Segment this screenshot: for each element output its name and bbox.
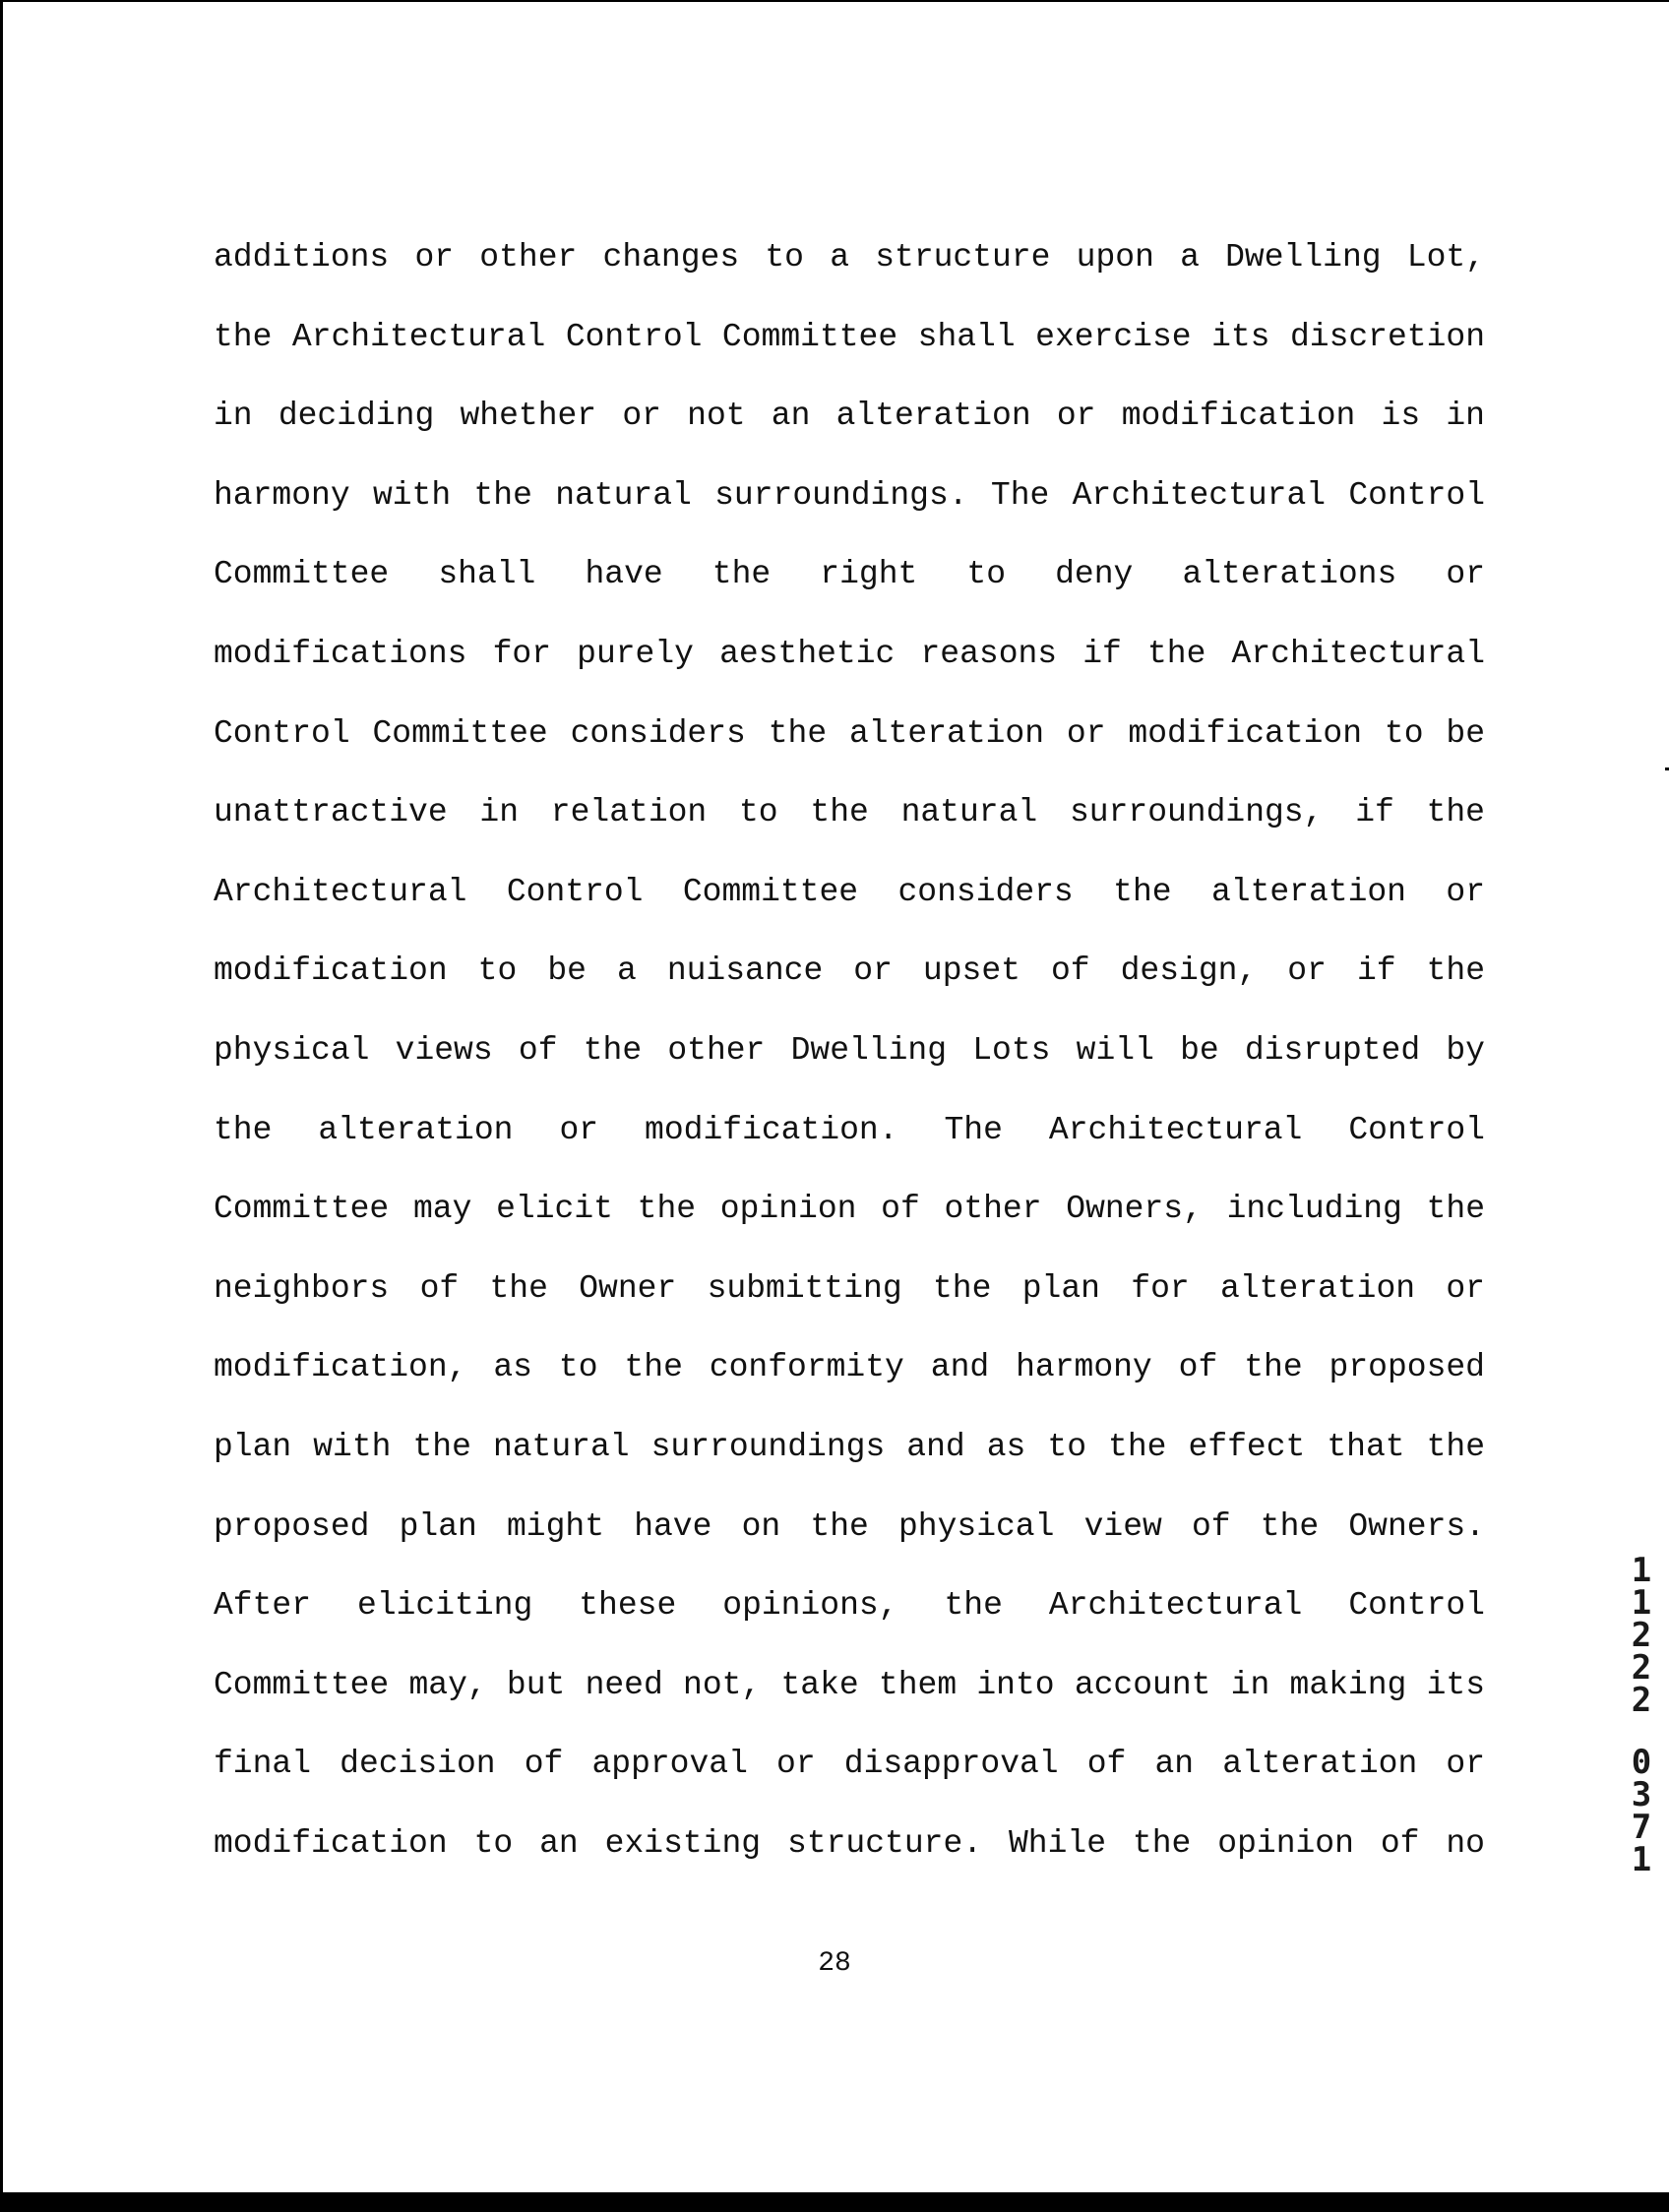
- text-line-14: neighbors of the Owner submitting the plan for alteration or: [214, 1269, 1485, 1307]
- text-line-13: Committee may elicit the opinion of other Owners, including the: [214, 1191, 1485, 1228]
- body-text: [214, 234, 1485, 1899]
- text-line-12: the alteration or modification. The Architectural Control: [214, 1111, 1485, 1148]
- scan-left-edge: [0, 0, 3, 2212]
- text-line-11: physical views of the other Dwelling Lots will be disrupted by: [214, 1031, 1485, 1069]
- text-line-8: unattractive in relation to the natural surroundings, if the: [214, 794, 1485, 831]
- page-number: 28: [818, 1948, 851, 1979]
- text-line-18: After eliciting these opinions, the Architectural Control: [214, 1587, 1485, 1625]
- text-line-1: additions or other changes to a structure upon a Dwelling Lot,: [214, 239, 1485, 276]
- text-line-6: modifications for purely aesthetic reasons if the Architectural: [214, 635, 1485, 672]
- text-line-10: modification to be a nuisance or upset of design, or if the: [214, 952, 1485, 990]
- text-line-21: modification to an existing structure. While the opinion of no: [214, 1824, 1485, 1862]
- text-line-7: Control Committee considers the alteration or modification to be: [214, 714, 1485, 752]
- scan-top-edge: [0, 0, 1669, 2]
- text-line-4: harmony with the natural surroundings. The Architectural Control: [214, 476, 1485, 514]
- stamp-digit: 1: [1631, 1551, 1652, 1590]
- stamp-digit: 7: [1631, 1808, 1652, 1847]
- stamp-digit: 1: [1631, 1583, 1652, 1623]
- text-line-2: the Architectural Control Committee shall exercise its discretion: [214, 318, 1485, 355]
- stamp-digit: 2: [1631, 1648, 1652, 1688]
- text-line-16: plan with the natural surroundings and as to the effect that the: [214, 1428, 1485, 1465]
- text-line-20: final decision of approval or disapproval of an alteration or: [214, 1746, 1485, 1783]
- text-line-19: Committee may, but need not, take them into account in making its: [214, 1666, 1485, 1703]
- text-line-17: proposed plan might have on the physical view of the Owners.: [214, 1507, 1485, 1545]
- stamp-digit: 0: [1631, 1743, 1652, 1782]
- stamp-digit: 3: [1631, 1775, 1652, 1814]
- text-line-5: Committee shall have the right to deny alterations or: [214, 556, 1485, 593]
- text-line-9: Architectural Control Committee considers the alteration or: [214, 873, 1485, 910]
- scan-bottom-edge: [0, 2192, 1669, 2212]
- stamp-digit: 2: [1631, 1681, 1652, 1720]
- text-line-15: modification, as to the conformity and harmony of the proposed: [214, 1349, 1485, 1386]
- stamp-digit: 1: [1631, 1840, 1652, 1879]
- text-line-3: in deciding whether or not an alteration or modification is in: [214, 398, 1485, 435]
- scan-edge-mark: [1665, 768, 1669, 770]
- side-stamp-number: [1622, 1551, 1661, 1879]
- stamp-digit: 2: [1631, 1616, 1652, 1655]
